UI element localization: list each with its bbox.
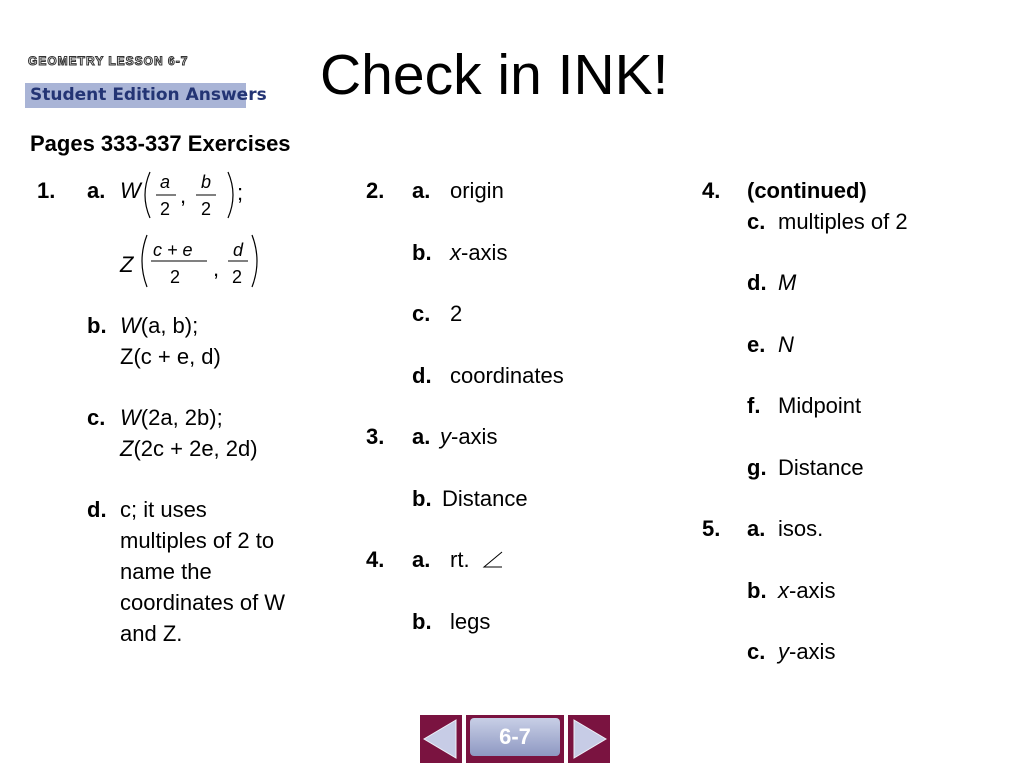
part-label: b.	[412, 486, 432, 511]
answer-text: Distance	[778, 455, 864, 480]
part-label: d.	[87, 497, 107, 522]
fraction-numerator: a	[160, 172, 171, 192]
answer-text: N	[778, 332, 794, 357]
part-label: c.	[747, 639, 766, 664]
slide-navigation	[420, 715, 610, 763]
page-number: 6-7	[470, 718, 560, 756]
answer-text: y-axis	[778, 639, 836, 664]
page-title: Check in INK!	[320, 43, 669, 107]
fraction-denominator: 2	[232, 267, 243, 287]
answer-text: origin	[450, 178, 504, 203]
coordinate-w: W(a, b);	[120, 313, 199, 338]
answer-text: x-axis	[450, 240, 508, 265]
part-label: e.	[747, 332, 766, 357]
answer-text: rt.	[450, 547, 470, 572]
part-label: c.	[87, 405, 106, 430]
exercises-subtitle: Pages 333-337 Exercises	[30, 131, 291, 156]
answer-text: Midpoint	[778, 393, 862, 418]
fraction-denominator: 2	[170, 267, 181, 287]
answer-text: y-axis	[440, 424, 498, 449]
answer-line: and Z.	[120, 621, 183, 646]
exercise-number: 1.	[37, 178, 56, 203]
continued-label: (continued)	[747, 178, 867, 203]
student-edition-banner: Student Edition Answers	[25, 83, 246, 108]
answer-line: c; it uses	[120, 497, 207, 522]
answer-text: Distance	[442, 486, 528, 511]
exercise-number: 5.	[702, 516, 721, 541]
answer-text: isos.	[778, 516, 824, 541]
answer-line: coordinates of W	[120, 590, 286, 615]
coordinate-z: Z(c + e, d)	[120, 344, 221, 369]
answer-line: multiples of 2 to	[120, 528, 275, 553]
fraction-denominator: 2	[201, 199, 212, 219]
part-label: b.	[412, 609, 432, 634]
angle-icon	[482, 550, 504, 570]
part-label: b.	[747, 578, 767, 603]
answer-text: 2	[450, 301, 463, 326]
part-label: a.	[747, 516, 766, 541]
part-label: b.	[87, 313, 107, 338]
answer-text: M	[778, 270, 797, 295]
triangle-right-icon	[568, 715, 610, 763]
part-label: c.	[412, 301, 431, 326]
part-label: a.	[412, 424, 431, 449]
answer-text: legs	[450, 609, 491, 634]
part-label: f.	[747, 393, 761, 418]
answer-text: coordinates	[450, 363, 564, 388]
coordinate-w: W(2a, 2b);	[120, 405, 223, 430]
triangle-left-icon	[420, 715, 462, 763]
part-label: g.	[747, 455, 767, 480]
exercise-number: 4.	[366, 547, 385, 572]
fraction-numerator: c + e	[153, 240, 193, 260]
answer-text: multiples of 2	[778, 209, 908, 234]
fraction-denominator: 2	[160, 199, 171, 219]
part-label: a.	[87, 178, 106, 203]
course-lesson-label: GEOMETRY LESSON 6-7	[28, 54, 189, 68]
fraction-numerator: d	[233, 240, 244, 260]
semicolon: ;	[237, 180, 244, 205]
page-indicator	[466, 715, 564, 763]
math-var-z: Z	[120, 252, 134, 277]
math-var-w: W	[120, 178, 141, 203]
part-label: a.	[412, 547, 431, 572]
part-label: c.	[747, 209, 766, 234]
exercise-number: 3.	[366, 424, 385, 449]
part-label: d.	[747, 270, 767, 295]
exercise-number: 2.	[366, 178, 385, 203]
part-label: b.	[412, 240, 432, 265]
part-label: d.	[412, 363, 432, 388]
previous-button[interactable]	[420, 715, 462, 763]
comma: ,	[180, 183, 187, 208]
exercise-number: 4.	[702, 178, 721, 203]
coordinate-z: Z(2c + 2e, 2d)	[120, 436, 258, 461]
answer-text: x-axis	[778, 578, 836, 603]
comma: ,	[213, 256, 220, 281]
fraction-numerator: b	[201, 172, 212, 192]
answer-line: name the	[120, 559, 212, 584]
next-button[interactable]	[568, 715, 610, 763]
part-label: a.	[412, 178, 431, 203]
